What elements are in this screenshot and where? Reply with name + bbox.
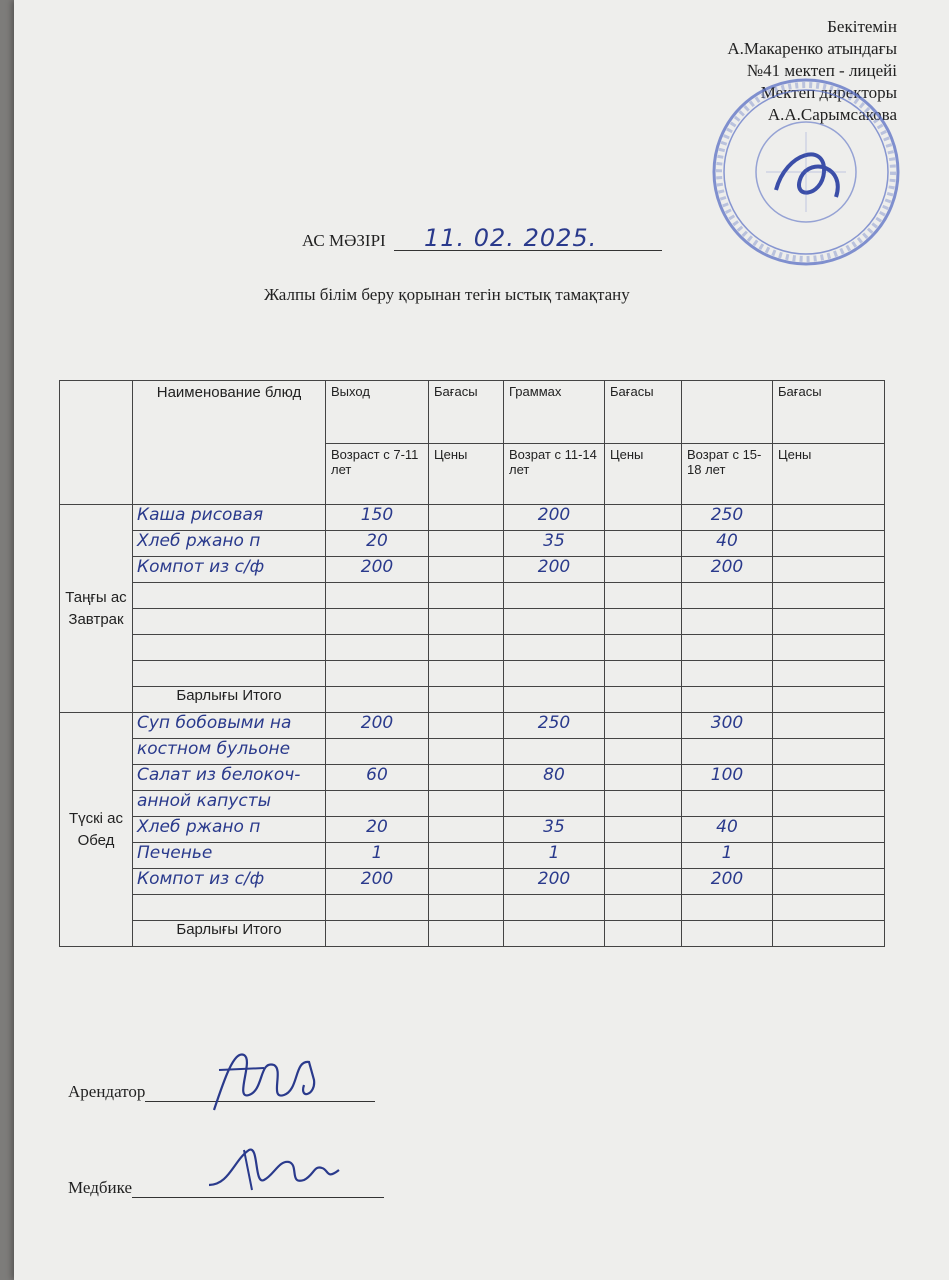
dish-name-cell: Компот из с/ф <box>133 557 326 583</box>
grams-cell: 40 <box>682 817 773 843</box>
total-cell <box>504 921 605 947</box>
price-cell <box>773 505 885 531</box>
grams-cell <box>682 895 773 921</box>
price-cell <box>429 739 504 765</box>
price-cell <box>773 531 885 557</box>
grams-cell: 35 <box>504 531 605 557</box>
grams-cell <box>326 635 429 661</box>
price-cell <box>429 869 504 895</box>
total-cell <box>605 687 682 713</box>
approval-line: А.А.Сарымсакова <box>767 105 897 124</box>
table-row <box>60 531 885 557</box>
tenant-signature-mark <box>204 1040 334 1130</box>
total-label: Барлығы Итого <box>133 687 326 713</box>
grams-cell: 200 <box>326 869 429 895</box>
price-cell <box>429 791 504 817</box>
price-cell <box>605 895 682 921</box>
grams-cell: 200 <box>682 557 773 583</box>
grams-cell: 300 <box>682 713 773 739</box>
grams-cell <box>504 635 605 661</box>
price-cell <box>773 583 885 609</box>
price-cell <box>605 713 682 739</box>
table-row <box>60 739 885 765</box>
dish-name-cell <box>133 635 326 661</box>
price-cell <box>429 843 504 869</box>
breakfast-section <box>60 505 885 713</box>
total-row <box>60 921 885 947</box>
document-page <box>14 0 949 1280</box>
price-cell <box>605 609 682 635</box>
grams-cell <box>504 661 605 687</box>
price-cell <box>605 791 682 817</box>
grams-cell: 40 <box>682 531 773 557</box>
table-row <box>60 765 885 791</box>
price-cell <box>605 869 682 895</box>
price-cell <box>605 635 682 661</box>
approval-line: Бекітемін <box>827 17 897 36</box>
grams-cell <box>682 583 773 609</box>
price-cell <box>429 609 504 635</box>
grams-cell <box>504 609 605 635</box>
grams-cell: 60 <box>326 765 429 791</box>
dish-name-cell: Хлеб ржано п <box>133 531 326 557</box>
total-cell <box>773 921 885 947</box>
menu-table <box>59 380 885 947</box>
table-row <box>60 635 885 661</box>
approval-line: А.Макаренко атындағы <box>727 39 897 58</box>
grams-cell <box>326 791 429 817</box>
header-cell: Цены <box>605 444 682 505</box>
dish-name-cell <box>133 609 326 635</box>
header-cell: Цены <box>773 444 885 505</box>
price-cell <box>773 791 885 817</box>
dish-name-cell <box>133 895 326 921</box>
price-cell <box>429 713 504 739</box>
grams-cell <box>682 609 773 635</box>
total-label: Барлығы Итого <box>133 921 326 947</box>
grams-cell: 200 <box>682 869 773 895</box>
total-cell <box>429 921 504 947</box>
price-cell <box>429 765 504 791</box>
date-line <box>394 224 662 252</box>
lunch-meal-label: Түскі ас Обед <box>60 713 133 947</box>
nurse-label: Медбике <box>68 1178 132 1197</box>
nurse-signature-mark <box>204 1130 344 1205</box>
grams-cell <box>504 739 605 765</box>
grams-cell: 1 <box>326 843 429 869</box>
grams-cell <box>504 583 605 609</box>
grams-cell: 35 <box>504 817 605 843</box>
grams-cell: 200 <box>326 557 429 583</box>
table-row <box>60 505 885 531</box>
grams-cell: 200 <box>504 869 605 895</box>
price-cell <box>429 531 504 557</box>
price-cell <box>773 817 885 843</box>
grams-cell: 250 <box>682 505 773 531</box>
page-subtitle: Жалпы білім беру қорынан тегін ыстық тамақтану <box>264 285 630 304</box>
dish-name-cell: Хлеб ржано п <box>133 817 326 843</box>
grams-cell: 200 <box>504 557 605 583</box>
header-cell: Бағасы <box>773 381 885 444</box>
header-cell: Выход <box>326 381 429 444</box>
price-cell <box>605 505 682 531</box>
dish-name-cell: Печенье <box>133 843 326 869</box>
price-cell <box>773 765 885 791</box>
dish-name-cell: анной капусты <box>133 791 326 817</box>
table-row <box>60 817 885 843</box>
total-cell <box>326 921 429 947</box>
total-cell <box>504 687 605 713</box>
total-cell <box>605 921 682 947</box>
grams-cell: 150 <box>326 505 429 531</box>
grams-cell: 1 <box>504 843 605 869</box>
table-row <box>60 557 885 583</box>
approval-line: Мектеп директоры <box>760 83 897 102</box>
grams-cell: 250 <box>504 713 605 739</box>
header-cell: Возрат с 11-14 лет <box>504 444 605 505</box>
price-cell <box>605 661 682 687</box>
header-cell <box>682 381 773 444</box>
grams-cell: 1 <box>682 843 773 869</box>
total-row <box>60 687 885 713</box>
price-cell <box>773 869 885 895</box>
header-cell: Цены <box>429 444 504 505</box>
menu-title <box>302 224 662 252</box>
dish-name-cell: Салат из белокоч- <box>133 765 326 791</box>
price-cell <box>773 895 885 921</box>
grams-cell: 200 <box>326 713 429 739</box>
dish-name-cell <box>133 583 326 609</box>
grams-cell <box>682 661 773 687</box>
total-cell <box>429 687 504 713</box>
price-cell <box>429 635 504 661</box>
dish-name-cell: Каша рисовая <box>133 505 326 531</box>
price-cell <box>605 817 682 843</box>
price-cell <box>773 713 885 739</box>
price-cell <box>429 557 504 583</box>
lunch-section <box>60 713 885 947</box>
header-dish-name: Наименование блюд <box>133 381 326 505</box>
table-row <box>60 661 885 687</box>
price-cell <box>773 609 885 635</box>
dish-name-cell <box>133 661 326 687</box>
grams-cell: 20 <box>326 531 429 557</box>
price-cell <box>605 557 682 583</box>
table-row <box>60 583 885 609</box>
grams-cell <box>326 895 429 921</box>
price-cell <box>429 895 504 921</box>
menu-date: 11. 02. 2025. <box>423 224 598 252</box>
price-cell <box>605 843 682 869</box>
table-row <box>60 609 885 635</box>
price-cell <box>429 817 504 843</box>
dish-name-cell: Компот из с/ф <box>133 869 326 895</box>
price-cell <box>605 531 682 557</box>
grams-cell <box>326 661 429 687</box>
total-cell <box>326 687 429 713</box>
grams-cell <box>326 739 429 765</box>
total-cell <box>682 687 773 713</box>
price-cell <box>429 661 504 687</box>
grams-cell <box>504 895 605 921</box>
price-cell <box>773 557 885 583</box>
grams-cell <box>682 635 773 661</box>
grams-cell <box>326 609 429 635</box>
school-stamp-seal <box>706 72 906 272</box>
grams-cell: 100 <box>682 765 773 791</box>
grams-cell <box>504 791 605 817</box>
header-cell: Возрат с 15-18 лет <box>682 444 773 505</box>
price-cell <box>773 739 885 765</box>
dish-name-cell: Суп бобовыми на <box>133 713 326 739</box>
table-row <box>60 713 885 739</box>
table-row <box>60 895 885 921</box>
price-cell <box>429 505 504 531</box>
header-cell: Граммах <box>504 381 605 444</box>
price-cell <box>605 739 682 765</box>
menu-title-label: АС МӘЗІРІ <box>302 231 386 250</box>
grams-cell: 200 <box>504 505 605 531</box>
price-cell <box>605 583 682 609</box>
price-cell <box>773 661 885 687</box>
tenant-label: Арендатор <box>68 1082 146 1101</box>
dish-name-cell: костном бульоне <box>133 739 326 765</box>
price-cell <box>429 583 504 609</box>
approval-line: №41 мектеп - лицейі <box>746 61 897 80</box>
table-row <box>60 843 885 869</box>
price-cell <box>773 635 885 661</box>
grams-cell: 20 <box>326 817 429 843</box>
header-row <box>60 381 885 444</box>
price-cell <box>605 765 682 791</box>
breakfast-meal-label: Таңғы ас Завтрак <box>60 505 133 713</box>
header-cell: Возраст с 7-11 лет <box>326 444 429 505</box>
header-empty-cell <box>60 381 133 505</box>
grams-cell <box>326 583 429 609</box>
total-cell <box>682 921 773 947</box>
header-cell: Бағасы <box>605 381 682 444</box>
grams-cell <box>682 791 773 817</box>
grams-cell <box>682 739 773 765</box>
header-cell: Бағасы <box>429 381 504 444</box>
total-cell <box>773 687 885 713</box>
price-cell <box>773 843 885 869</box>
table-row <box>60 791 885 817</box>
grams-cell: 80 <box>504 765 605 791</box>
table-row <box>60 869 885 895</box>
